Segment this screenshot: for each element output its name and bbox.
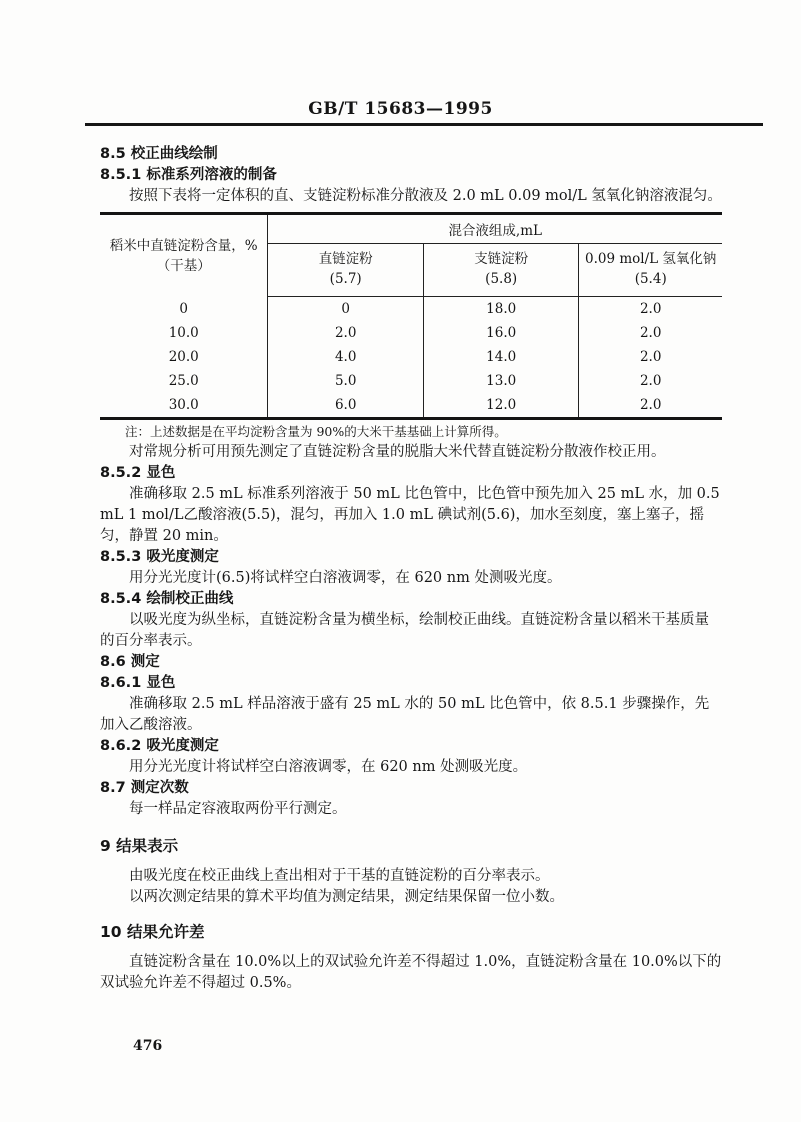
table-row — [100, 321, 722, 345]
chapter-heading-10: 10 结果允许差 — [100, 923, 205, 941]
paragraph-curve-plotting: 以吸光度为纵坐标，直链淀粉含量为横坐标，绘制校正曲线。直链淀粉含量以稻米干基质量的百分率表示。 — [100, 612, 709, 649]
table-header-col1-line1: 稻米中直链淀粉含量，% — [109, 237, 258, 254]
paragraph-color-development: 准确移取 2.5 mL 标准系列溶液于 50 mL 比色管中，比色管中预先加入 25 mL 水，加 0.5 mL 1 mol/L乙酸溶液(5.5)，混匀，再加入 1.0 mL 碘试剂(5.6)，加水至刻度，塞上塞子，摇匀，静置 20 min。 — [100, 486, 720, 544]
table-cell: 20.0 — [168, 349, 199, 365]
table-cell: 14.0 — [423, 345, 579, 369]
table-cell: 12.0 — [423, 393, 579, 419]
paragraph-preparation: 按照下表将一定体积的直、支链淀粉标准分散液及 2.0 mL 0.09 mol/L 氢氧化钠溶液混匀。 — [129, 188, 722, 204]
table-cell: 0 — [268, 297, 424, 322]
table-header-col1 — [100, 214, 268, 297]
section-heading-8-5: 8.5 校正曲线绘制 — [100, 146, 218, 162]
table-cell: 6.0 — [268, 393, 424, 419]
standard-number: GB/T 15683—1995 — [308, 99, 493, 119]
page-number: 476 — [133, 1038, 163, 1054]
section-heading-8-7: 8.7 测定次数 — [100, 780, 189, 796]
subheader-label: 支链淀粉 — [474, 251, 529, 267]
standard-series-table — [100, 212, 722, 420]
table-subheader-amylopectin — [423, 244, 579, 297]
page-content — [100, 144, 722, 994]
section-heading-8-5-3: 8.5.3 吸光度测定 — [100, 549, 219, 565]
table-note: 注：上述数据是在平均淀粉含量为 90%的大米干基基础上计算所得。 — [125, 424, 507, 439]
paragraph-sample-color: 准确移取 2.5 mL 样品溶液于盛有 25 mL 水的 50 mL 比色管中，依 8.5.1 步骤操作，先加入乙酸溶液。 — [100, 696, 710, 733]
table-cell: 2.0 — [268, 321, 424, 345]
table-cell: 30.0 — [168, 397, 199, 413]
header-rule — [85, 123, 763, 126]
table-cell: 5.0 — [268, 369, 424, 393]
paragraph-result-1: 由吸光度在校正曲线上查出相对于干基的直链淀粉的百分率表示。 — [129, 868, 550, 884]
table-group-header: 混合液组成,mL — [268, 214, 722, 244]
subheader-ref: (5.7) — [329, 271, 362, 287]
table-cell: 18.0 — [423, 297, 579, 322]
paragraph-absorbance-2: 用分光光度计将试样空白溶液调零，在 620 nm 处测吸光度。 — [129, 759, 528, 775]
paragraph-parallel-tests: 每一样品定容液取两份平行测定。 — [129, 801, 347, 817]
table-subheader-naoh — [579, 244, 722, 297]
table-cell: 4.0 — [268, 345, 424, 369]
table-row — [100, 393, 722, 419]
table-row — [100, 345, 722, 369]
table-row — [100, 369, 722, 393]
table-subheader-amylose — [268, 244, 424, 297]
table-header — [100, 214, 722, 297]
table-cell: 16.0 — [423, 321, 579, 345]
table-cell: 25.0 — [168, 373, 199, 389]
table-cell: 13.0 — [423, 369, 579, 393]
section-heading-8-5-2: 8.5.2 显色 — [100, 465, 176, 481]
subheader-label: 直链淀粉 — [318, 251, 373, 267]
paragraph-absorbance-1: 用分光光度计(6.5)将试样空白溶液调零，在 620 nm 处测吸光度。 — [129, 570, 562, 586]
section-heading-8-6-1: 8.6.1 显色 — [100, 675, 176, 691]
section-heading-8-6-2: 8.6.2 吸光度测定 — [100, 738, 219, 754]
section-heading-8-6: 8.6 测定 — [100, 654, 160, 670]
section-heading-8-5-1: 8.5.1 标准系列溶液的制备 — [100, 167, 277, 183]
table-header-col1-line2: （干基） — [156, 257, 211, 274]
table-body — [100, 297, 722, 419]
table-cell: 2.0 — [579, 393, 722, 419]
table-cell: 2.0 — [579, 297, 722, 322]
paragraph-routine-analysis: 对常规分析可用预先测定了直链淀粉含量的脱脂大米代替直链淀粉分散液作校正用。 — [129, 444, 666, 460]
table-cell: 10.0 — [168, 325, 199, 341]
table-cell: 2.0 — [579, 369, 722, 393]
chapter-heading-9: 9 结果表示 — [100, 837, 179, 855]
section-heading-8-5-4: 8.5.4 绘制校正曲线 — [100, 591, 234, 607]
subheader-label: 0.09 mol/L 氢氧化钠 — [585, 251, 717, 267]
table-cell: 2.0 — [579, 321, 722, 345]
table-row — [100, 297, 722, 322]
table-cell: 2.0 — [579, 345, 722, 369]
table-cell: 0 — [179, 300, 189, 317]
subheader-ref: (5.4) — [634, 271, 667, 287]
paragraph-result-2: 以两次测定结果的算术平均值为测定结果，测定结果保留一位小数。 — [129, 889, 564, 905]
paragraph-tolerance: 直链淀粉含量在 10.0%以上的双试验允许差不得超过 1.0%，直链淀粉含量在 10.0%以下的双试验允许差不得超过 0.5%。 — [100, 954, 722, 991]
subheader-ref: (5.8) — [485, 271, 518, 287]
